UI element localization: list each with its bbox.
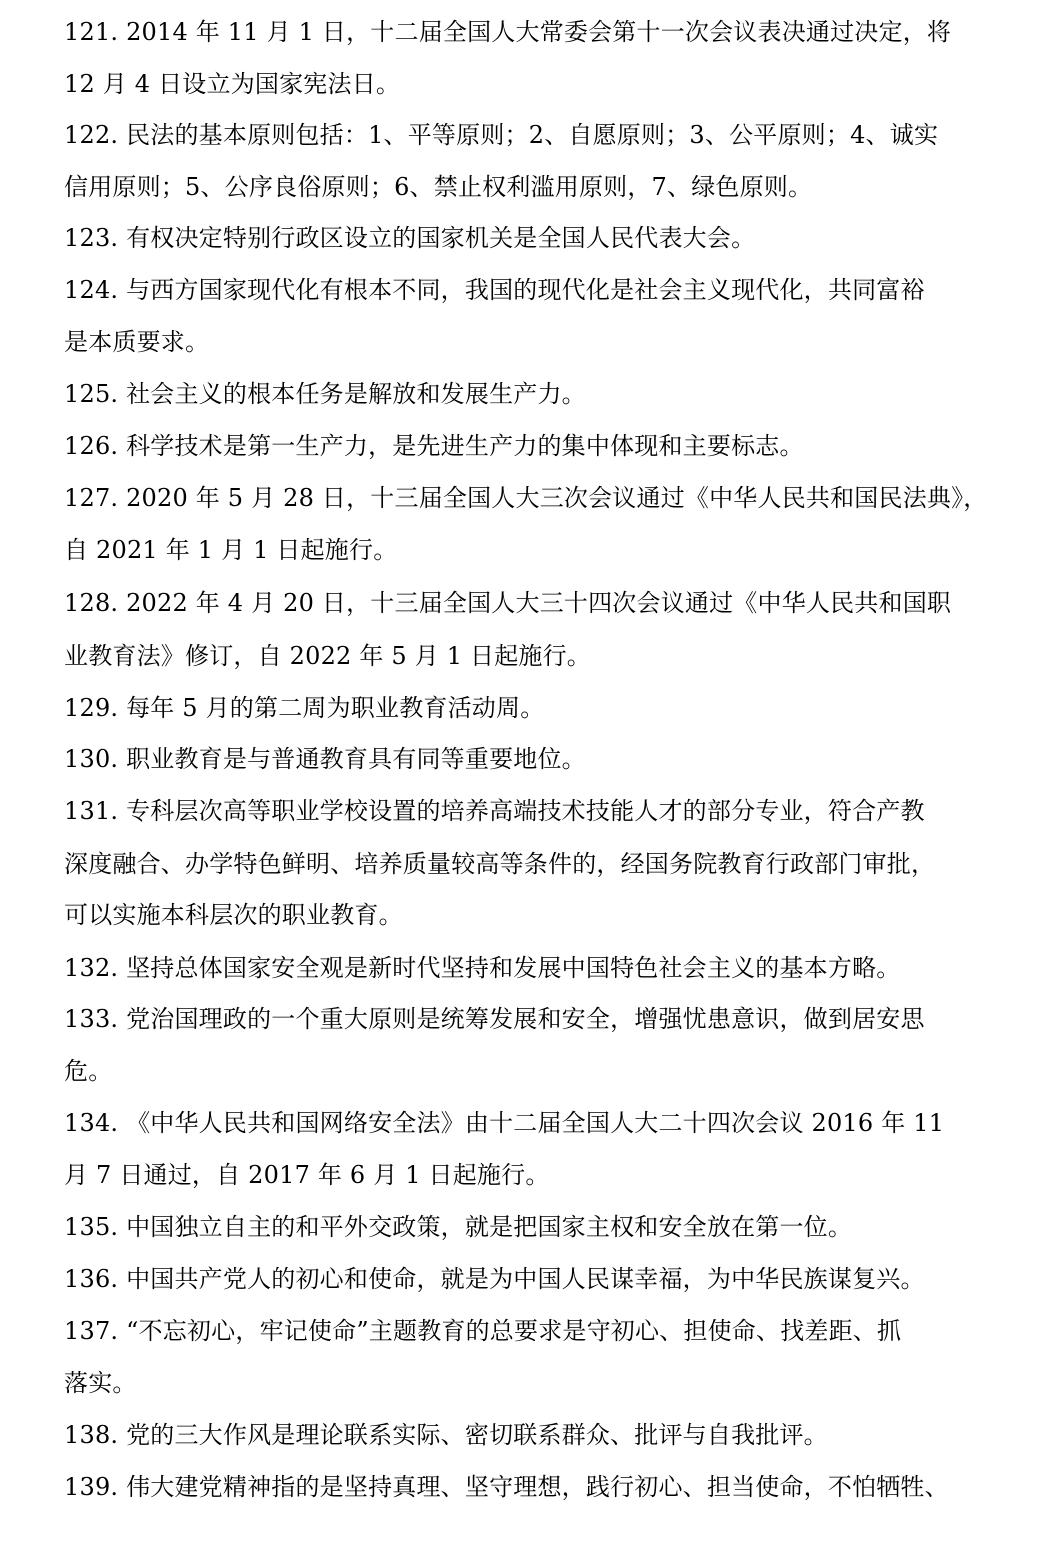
text-line: 是本质要求。 — [64, 328, 210, 356]
text-line: 124. 与西方国家现代化有根本不同，我国的现代化是社会主义现代化，共同富裕 — [64, 276, 925, 304]
text-line: 月 7 日通过，自 2017 年 6 月 1 日起施行。 — [64, 1161, 550, 1189]
text-line: 130. 职业教育是与普通教育具有同等重要地位。 — [64, 745, 586, 773]
text-line: 133. 党治国理政的一个重大原则是统筹发展和安全，增强忧患意识，做到居安思 — [64, 1005, 925, 1033]
text-line: 138. 党的三大作风是理论联系实际、密切联系群众、批评与自我批评。 — [64, 1421, 828, 1449]
text-line: 136. 中国共产党人的初心和使命，就是为中国人民谋幸福，为中华民族谋复兴。 — [64, 1265, 925, 1293]
text-line: 131. 专科层次高等职业学校设置的培养高端技术技能人才的部分专业，符合产教 — [64, 797, 925, 825]
text-line: 126. 科学技术是第一生产力，是先进生产力的集中体现和主要标志。 — [64, 432, 804, 460]
text-line: 134. 《中华人民共和国网络安全法》由十二届全国人大二十四次会议 2016 年 11 — [64, 1109, 945, 1137]
text-line: 深度融合、办学特色鲜明、培养质量较高等条件的，经国务院教育行政部门审批， — [64, 850, 936, 878]
text-line: 可以实施本科层次的职业教育。 — [64, 901, 403, 929]
text-line: 落实。 — [64, 1369, 137, 1397]
text-line: 129. 每年 5 月的第二周为职业教育活动周。 — [64, 694, 545, 722]
text-line: 自 2021 年 1 月 1 日起施行。 — [64, 536, 398, 564]
text-line: 危。 — [64, 1057, 113, 1085]
text-line: 132. 坚持总体国家安全观是新时代坚持和发展中国特色社会主义的基本方略。 — [64, 954, 901, 982]
text-line: 121. 2014 年 11 月 1 日，十二届全国人大常委会第十一次会议表决通过决定，将 — [64, 18, 952, 46]
text-line: 122. 民法的基本原则包括：1、平等原则；2、自愿原则；3、公平原则；4、诚实 — [64, 121, 939, 149]
text-line: 业教育法》修订，自 2022 年 5 月 1 日起施行。 — [64, 642, 591, 670]
text-line: 128. 2022 年 4 月 20 日，十三届全国人大三十四次会议通过《中华人民共和国职 — [64, 589, 952, 617]
text-line: 12 月 4 日设立为国家宪法日。 — [64, 70, 401, 98]
text-line: 123. 有权决定特别行政区设立的国家机关是全国人民代表大会。 — [64, 224, 756, 252]
text-line: 137. “不忘初心，牢记使命”主题教育的总要求是守初心、担使命、找差距、抓 — [64, 1317, 902, 1345]
text-line: 127. 2020 年 5 月 28 日，十三届全国人大三次会议通过《中华人民共和国民法典》， — [64, 484, 988, 512]
text-line: 139. 伟大建党精神指的是坚持真理、坚守理想，践行初心、担当使命，不怕牺牲、 — [64, 1473, 949, 1501]
text-line: 125. 社会主义的根本任务是解放和发展生产力。 — [64, 380, 586, 408]
text-line: 信用原则；5、公序良俗原则；6、禁止权利滥用原则，7、绿色原则。 — [64, 173, 813, 201]
text-line: 135. 中国独立自主的和平外交政策，就是把国家主权和安全放在第一位。 — [64, 1213, 853, 1241]
